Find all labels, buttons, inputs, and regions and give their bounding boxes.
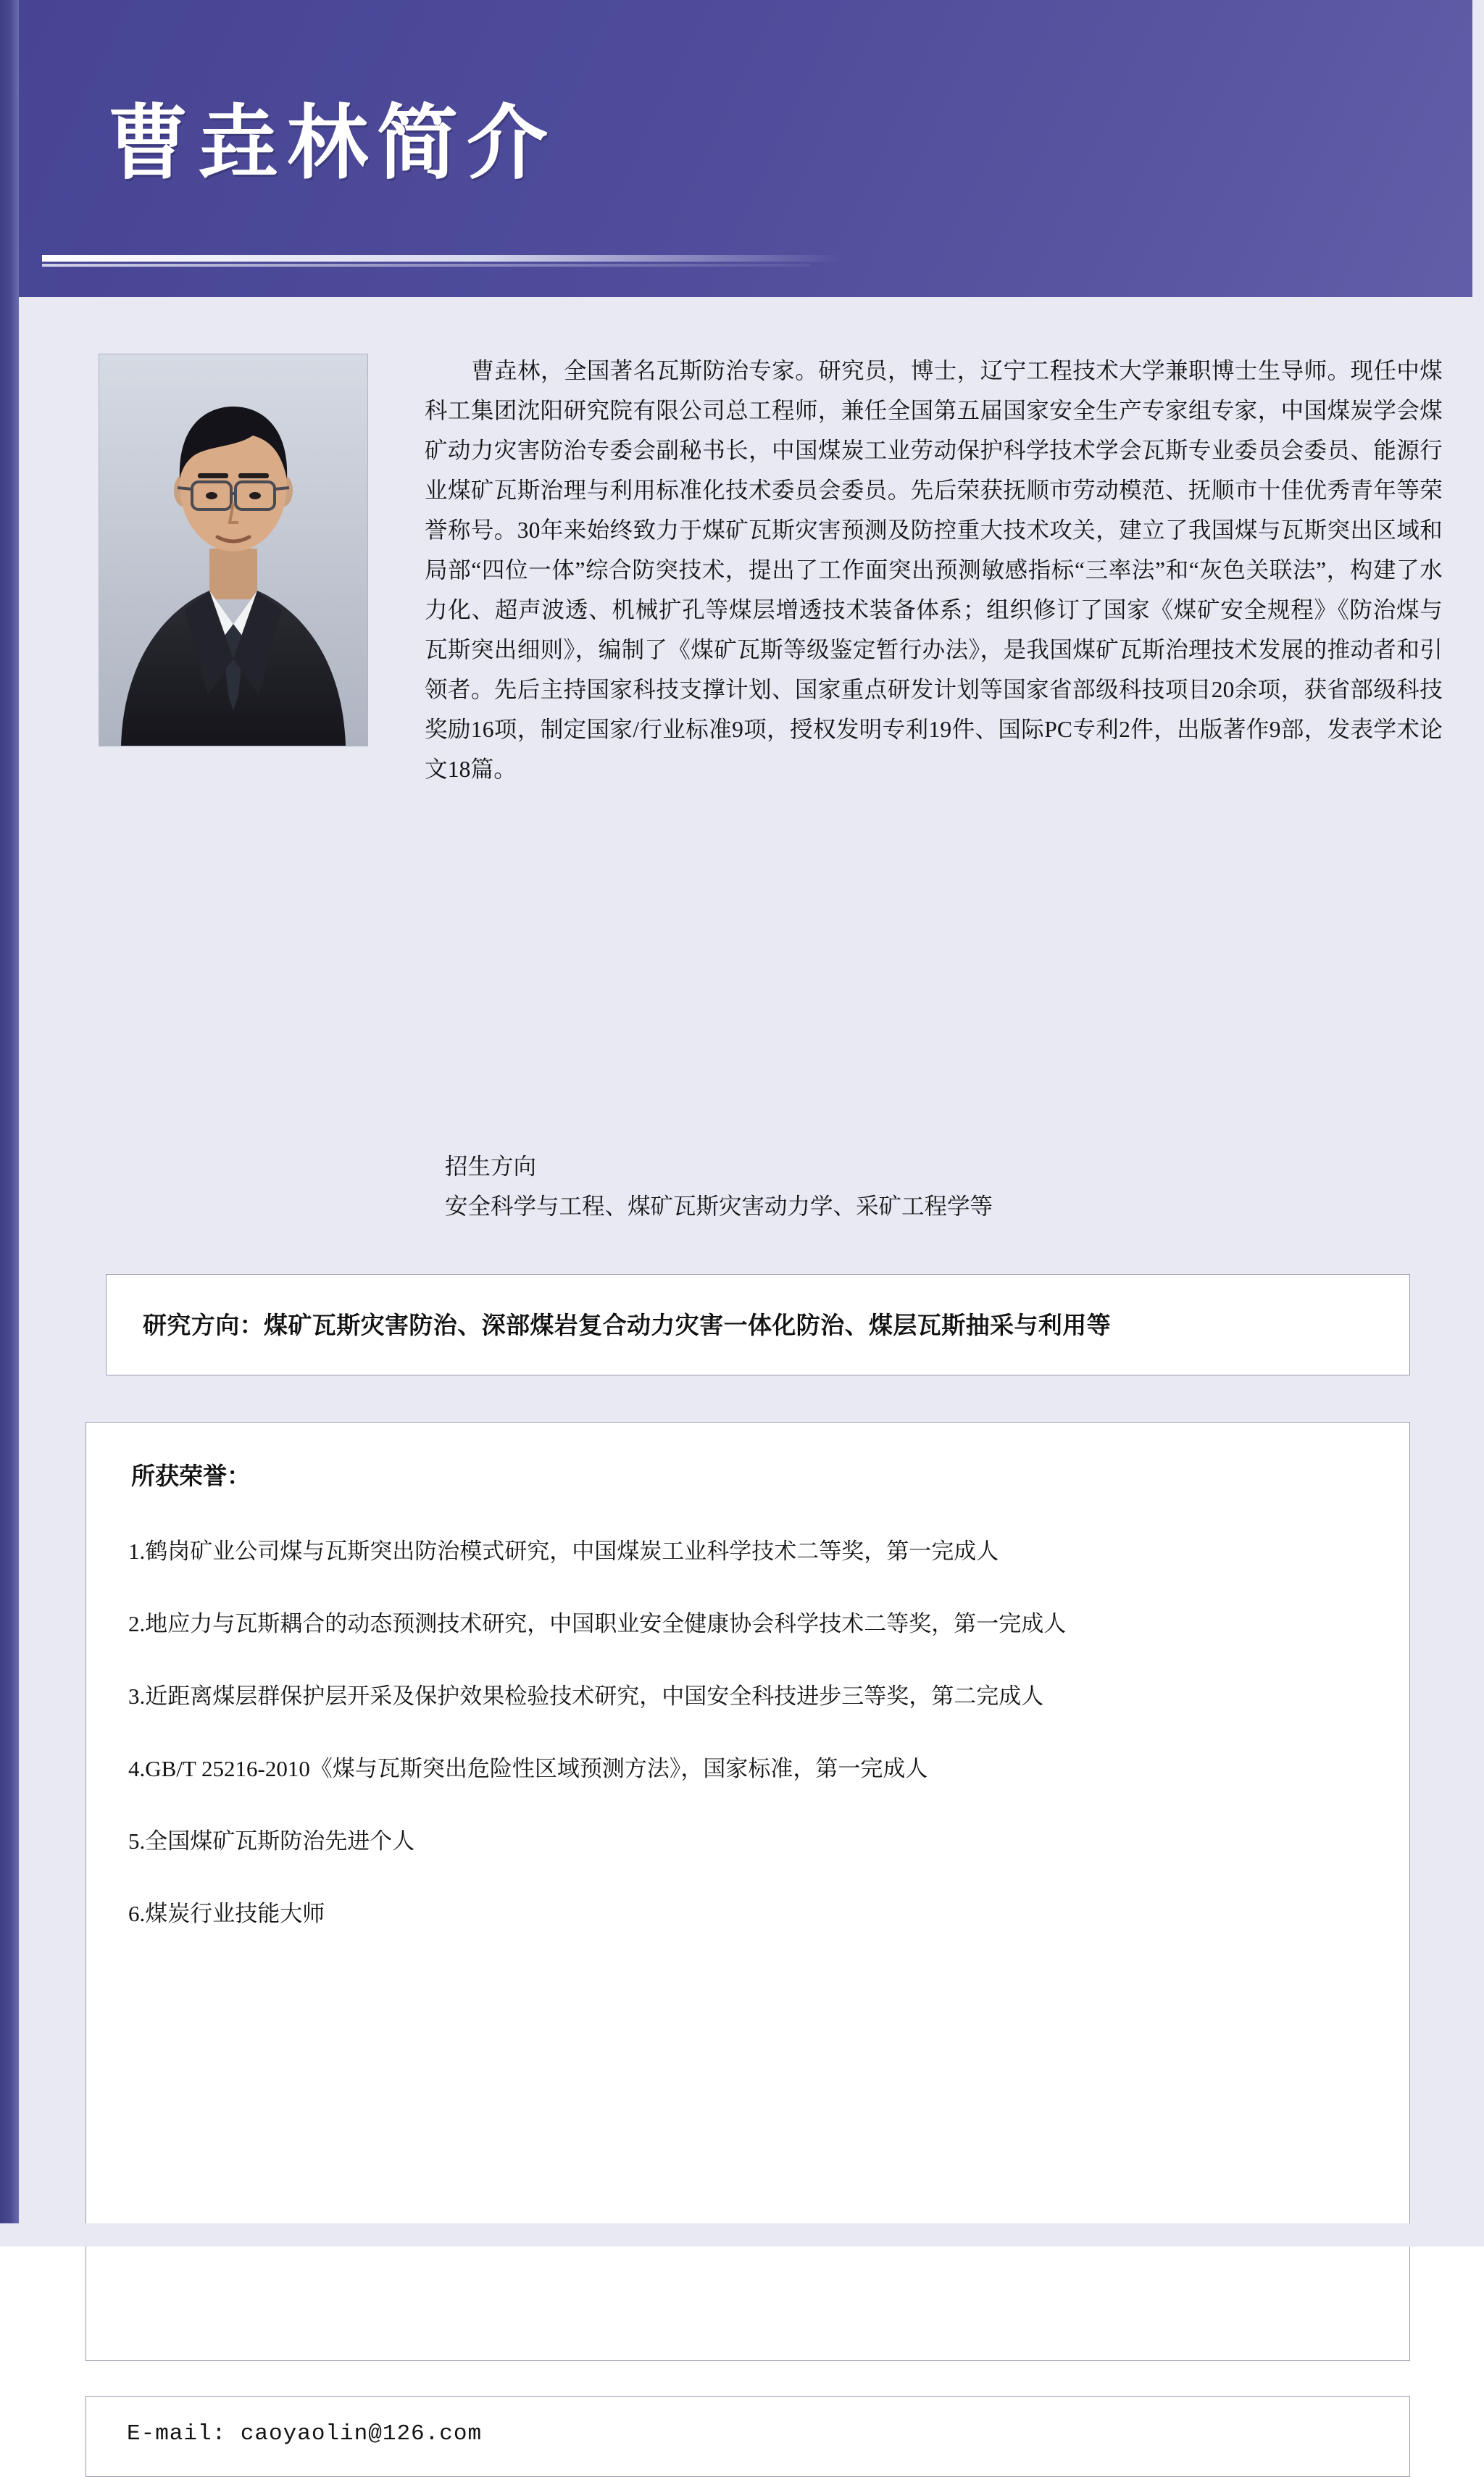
list-item: 5.全国煤矿瓦斯防治先进个人: [128, 1828, 415, 1854]
honors-list: [128, 1515, 1360, 1950]
header-divider-secondary: [42, 264, 810, 267]
page-title: 曹垚林简介: [107, 96, 556, 191]
list-item: 4.GB/T 25216-2010《煤与瓦斯突出危险性区域预测方法》，国家标准，第一完成人: [128, 1756, 928, 1781]
email-box: [86, 2396, 1410, 2477]
document-body: [19, 297, 1472, 2447]
research-direction-text: 研究方向：煤矿瓦斯灾害防治、深部煤岩复合动力灾害一体化防治、煤层瓦斯抽采与利用等: [143, 1313, 1111, 1339]
honors-title: 所获荣誉：: [131, 1464, 251, 1490]
admission-label: 招生方向: [445, 1154, 537, 1179]
research-direction-box: [106, 1274, 1410, 1375]
right-margin: [1472, 0, 1484, 2247]
list-item: 3.近距离煤层群保护层开采及保护效果检验技术研究，中国安全科技进步三等奖，第二完成人: [128, 1683, 1044, 1709]
portrait-illustration: [99, 354, 367, 746]
avatar: [99, 354, 368, 746]
list-item: 1.鹤岗矿业公司煤与瓦斯突出防治模式研究，中国煤炭工业科学技术二等奖，第一完成人: [128, 1539, 999, 1564]
email-address[interactable]: E-mail: caoyaolin@126.com: [127, 2421, 483, 2447]
admission-block: [425, 1146, 1443, 1226]
left-accent-bar: [0, 0, 19, 2247]
page-bottom-margin: [0, 2223, 1484, 2247]
admission-directions: 安全科学与工程、煤矿瓦斯灾害动力学、采矿工程学等: [445, 1194, 993, 1219]
list-item: 6.煤炭行业技能大师: [128, 1901, 325, 1926]
list-item: 2.地应力与瓦斯耦合的动态预测技术研究，中国职业安全健康协会科学技术二等奖，第一完成人: [128, 1611, 1067, 1636]
biography-paragraph: [425, 351, 1443, 789]
document-header: [0, 0, 1484, 297]
honors-box: [86, 1422, 1410, 2361]
header-divider: [42, 255, 843, 262]
biography-text: 曹垚林，全国著名瓦斯防治专家。研究员，博士，辽宁工程技术大学兼职博士生导师。现任中煤科工集团沈阳研究院有限公司总工程师，兼任全国第五届国家安全生产专家组专家，中国煤炭学会煤矿动力灾害防治专委会副秘书长，中国煤炭工业劳动保护科学技术学会瓦斯专业委员会委员、能源行业煤矿瓦斯治理与利用标准化技术委员会委员。先后荣获抚顺市劳动模范、抚顺市十佳优秀青年等荣誉称号。30年来始终致力于煤矿瓦斯灾害预测及防控重大技术攻关，建立了我国煤与瓦斯突出区域和局部“四位一体”综合防突技术，提出了工作面突出预测敏感指标“三率法”和“灰色关联法”，构建了水力化、超声波透、机械扩孔等煤层增透技术装备体系；组织修订了国家《煤矿安全规程》《防治煤与瓦斯突出细则》，编制了《煤矿瓦斯等级鉴定暂行办法》，是我国煤矿瓦斯治理技术发展的推动者和引领者。先后主持国家科技支撑计划、国家重点研发计划等国家省部级科技项目20余项，获省部级科技奖励16项，制定国家/行业标准9项，授权发明专利19件、国际PC专利2件，出版著作9部，发表学术论文18篇。: [425, 358, 1443, 782]
